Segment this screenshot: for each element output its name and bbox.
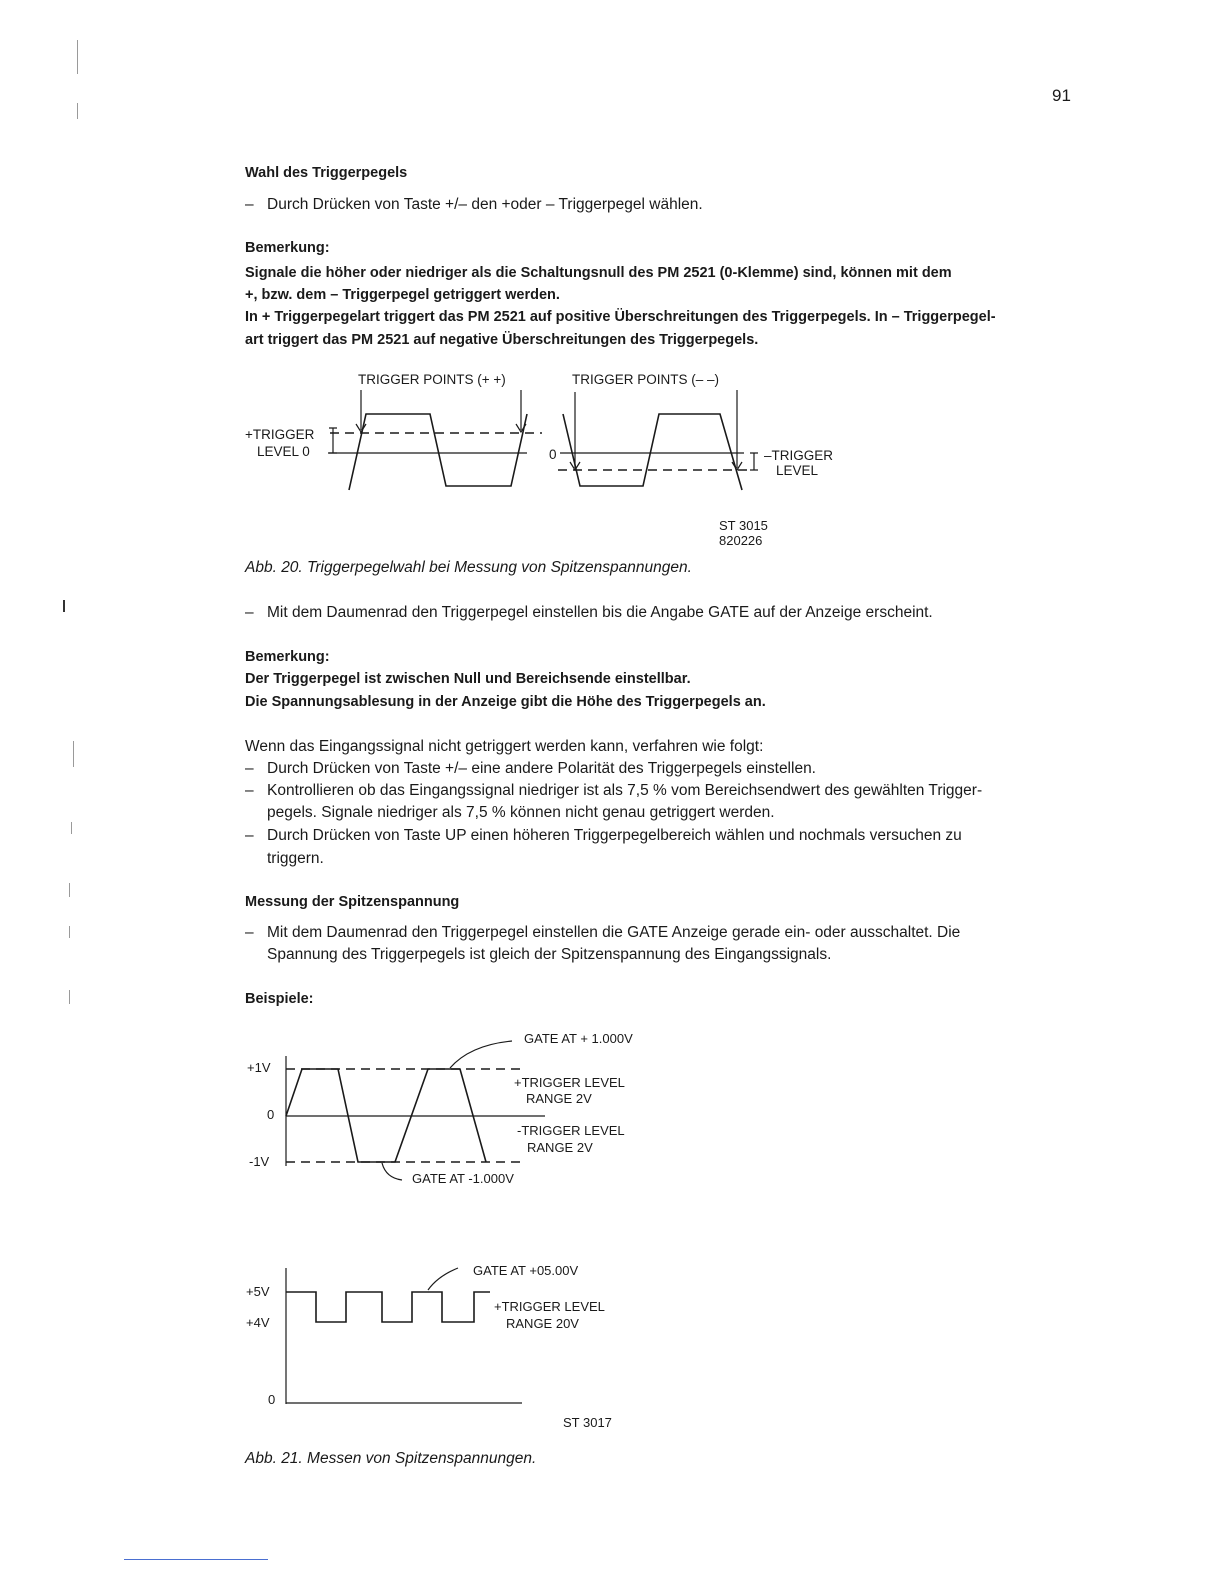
figure-date-code: 820226 [719,533,763,548]
label-gate: GATE AT +05.00V [473,1263,579,1278]
label-plus-5v: +5V [246,1284,270,1299]
label-zero: 0 [549,447,557,462]
label-range: RANGE 20V [506,1316,579,1331]
list-item-text: Durch Drücken von Taste +/– eine andere Polarität des Triggerpegels einstellen. [267,760,816,777]
label-plus-4v: +4V [246,1315,270,1330]
section-heading-peak-voltage: Messung der Spitzenspannung [245,894,460,910]
label-zero: 0 [267,1107,275,1122]
list-item-text: Kontrollieren ob das Eingangssignal niedriger ist als 7,5 % vom Bereichsendwert des gewählten Trigger- [267,782,983,799]
list-item-text: Mit dem Daumenrad den Triggerpegel einstellen bis die Angabe GATE auf der Anzeige erscheint. [267,604,933,621]
figure-code: ST 3017 [563,1415,612,1430]
note-line: Die Spannungsablesung in der Anzeige gibt die Höhe des Triggerpegels an. [245,694,766,710]
label-minus-1v: -1V [249,1154,270,1169]
note-line: Signale die höher oder niedriger als die Schaltungsnull des PM 2521 (0-Klemme) sind, können mit dem [245,265,952,281]
note-heading: Bemerkung: [245,240,330,256]
label-gate-top: GATE AT + 1.000V [524,1031,633,1046]
label-plus-trigger-level: +TRIGGER LEVEL [494,1299,605,1314]
procedure-intro: Wenn das Eingangssignal nicht getriggert werden kann, verfahren wie folgt: [245,738,764,755]
list-item-text: Durch Drücken von Taste +/– den +oder – Triggerpegel wählen. [267,196,703,213]
label-plus-1v: +1V [247,1060,271,1075]
label-level-0: LEVEL 0 [257,444,310,459]
list-item-text: pegels. Signale niedriger als 7,5 % können nicht genau getriggert werden. [267,804,775,821]
note-heading: Bemerkung: [245,649,330,665]
label-gate-bottom: GATE AT -1.000V [412,1171,514,1186]
label-plus-trigger-level: +TRIGGER LEVEL [514,1075,625,1090]
dash: – [245,924,254,941]
label-trigger-points-plus: TRIGGER POINTS (+ +) [358,372,506,387]
list-item-text: Mit dem Daumenrad den Triggerpegel einstellen die GATE Anzeige gerade ein- oder ausschaltet. Die [267,924,961,941]
list-item-text: Spannung des Triggerpegels ist gleich der Spitzenspannung des Eingangssignals. [267,946,832,963]
gate-pointer [428,1268,458,1290]
dash: – [245,604,254,621]
dash: – [245,760,254,777]
figure-code: ST 3015 [719,518,768,533]
dash: – [245,782,254,799]
dash: – [245,827,254,844]
note-line: In + Triggerpegelart triggert das PM 2521 auf positive Überschreitungen des Triggerpegels. In – Triggerpegel- [245,309,996,325]
label-range: RANGE 2V [526,1091,592,1106]
note-line: Der Triggerpegel ist zwischen Null und Bereichsende einstellbar. [245,671,691,687]
figure-20-caption: Abb. 20. Triggerpegelwahl bei Messung von Spitzenspannungen. [245,559,692,576]
examples-heading: Beispiele: [245,991,314,1007]
note-line: art triggert das PM 2521 auf negative Überschreitungen des Triggerpegels. [245,332,759,348]
figure-21-caption: Abb. 21. Messen von Spitzenspannungen. [245,1450,537,1467]
label-level: LEVEL [776,463,819,478]
page-number: 91 [1052,86,1071,105]
waveform-square [286,1292,490,1322]
label-range: RANGE 2V [527,1140,593,1155]
list-item-text: triggern. [267,850,324,867]
label-minus-trigger: –TRIGGER [764,448,834,463]
label-trigger-points-minus: TRIGGER POINTS (– –) [572,372,720,387]
label-minus-trigger-level: -TRIGGER LEVEL [517,1123,625,1138]
dash: – [245,196,254,213]
footer-rule [124,1559,268,1560]
section-heading-trigger-level: Wahl des Triggerpegels [245,165,408,181]
label-zero: 0 [268,1392,276,1407]
label-plus-trigger: +TRIGGER [245,427,315,442]
note-line: +, bzw. dem – Triggerpegel getriggert werden. [245,287,560,303]
list-item-text: Durch Drücken von Taste UP einen höheren Triggerpegelbereich wählen und nochmals versuchen zu [267,827,962,844]
